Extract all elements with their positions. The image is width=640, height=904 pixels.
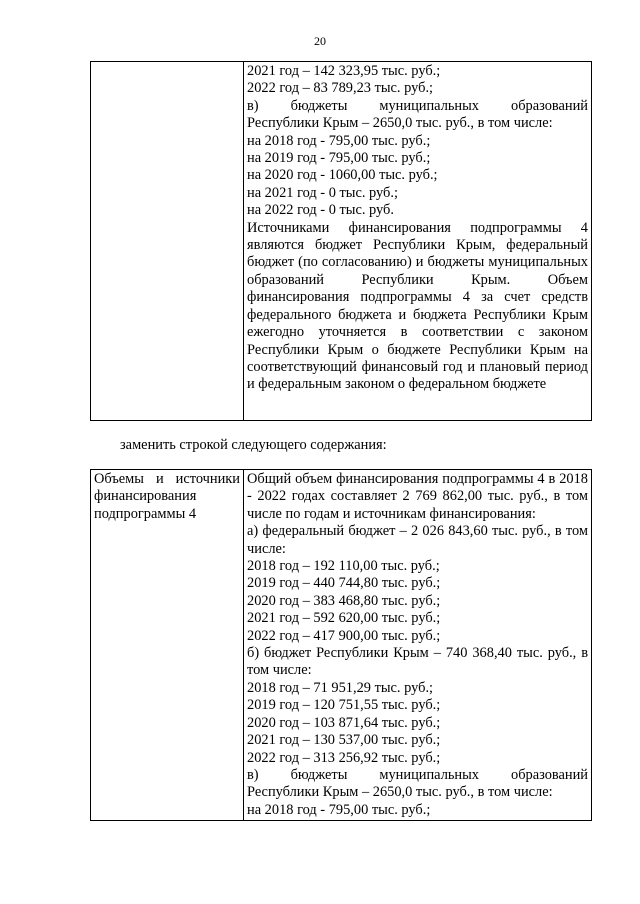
funding-line: Республики Крым – 2650,0 тыс. руб., в том числе:	[247, 115, 553, 132]
crimea-year-line: 2021 год – 130 537,00 тыс. руб.;	[247, 732, 441, 749]
municipal-budget-heading: в) бюджеты муниципальных образований	[247, 766, 588, 783]
funding-line: на 2021 год - 0 тыс. руб.;	[247, 184, 398, 201]
funding-line: на 2018 год - 795,00 тыс. руб.;	[247, 132, 431, 149]
funding-line: на 2020 год - 1060,00 тыс. руб.;	[247, 167, 438, 184]
funding-sources-paragraph: Источниками финансирования подпрограммы 4 являются бюджет Республики Крым, федеральный бюджет (по согласованию) и бюджеты муниципальных образований Республики Крым. Объем финансирования подпрограммы 4 за счет средств федерального бюджета и бюджета Республики Крым ежегодно уточняется в соответствии с законом Республики Крым о бюджете Республики Крым на соответствующий финансовый год и плановый период и федеральным законом о федеральном бюджете	[247, 219, 588, 393]
funding-table-old	[90, 61, 592, 421]
table-row	[91, 470, 592, 821]
federal-budget-heading: а) федеральный бюджет – 2 026 843,60 тыс. руб., в том числе:	[247, 523, 588, 557]
instruction-text: заменить строкой следующего содержания:	[120, 437, 387, 453]
federal-year-line: 2022 год – 417 900,00 тыс. руб.;	[247, 627, 441, 644]
federal-year-line: 2018 год – 192 110,00 тыс. руб.;	[247, 558, 440, 575]
table-row	[91, 62, 592, 421]
funding-line: на 2019 год - 795,00 тыс. руб.;	[247, 150, 431, 167]
crimea-year-line: 2022 год – 313 256,92 тыс. руб.;	[247, 749, 441, 766]
table-content-cell	[244, 62, 592, 421]
municipal-year-line: на 2018 год - 795,00 тыс. руб.;	[247, 801, 431, 818]
crimea-year-line: 2020 год – 103 871,64 тыс. руб.;	[247, 714, 441, 731]
table-label-cell	[91, 62, 244, 421]
crimea-budget-heading: б) бюджет Республики Крым – 740 368,40 тыс. руб., в том числе:	[247, 645, 588, 679]
federal-year-line: 2019 год – 440 744,80 тыс. руб.;	[247, 575, 441, 592]
funding-line: 2022 год – 83 789,23 тыс. руб.;	[247, 80, 434, 97]
page-number: 20	[314, 34, 326, 48]
crimea-year-line: 2019 год – 120 751,55 тыс. руб.;	[247, 697, 441, 714]
table-content-cell	[244, 470, 592, 821]
funding-line: в) бюджеты муниципальных образований	[247, 97, 588, 114]
federal-year-line: 2020 год – 383 468,80 тыс. руб.;	[247, 592, 441, 609]
federal-year-line: 2021 год – 592 620,00 тыс. руб.;	[247, 610, 441, 627]
funding-table-new	[90, 469, 592, 821]
table-label-text: Объемы и источники финансирования подпрограммы 4	[94, 471, 240, 522]
table-label-cell	[91, 470, 244, 821]
funding-line: на 2022 год - 0 тыс. руб.	[247, 202, 394, 219]
crimea-year-line: 2018 год – 71 951,29 тыс. руб.;	[247, 679, 434, 696]
funding-line: 2021 год – 142 323,95 тыс. руб.;	[247, 63, 441, 79]
funding-intro: Общий объем финансирования подпрограммы 4 в 2018 - 2022 годах составляет 2 769 862,00 тыс. руб., в том числе по годам и источникам финансирования:	[247, 471, 588, 522]
municipal-budget-heading-cont: Республики Крым – 2650,0 тыс. руб., в том числе:	[247, 784, 553, 801]
